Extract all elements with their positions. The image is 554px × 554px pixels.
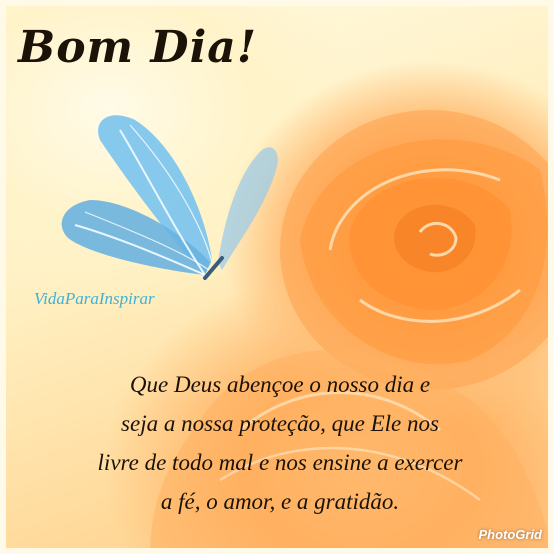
blessing-message <box>40 365 520 521</box>
message-line: seja a nossa proteção, que Ele nos <box>121 411 439 436</box>
message-line: Que Deus abençoe o nosso dia e <box>129 372 431 397</box>
watermark-text: VidaParaInspirar <box>34 289 155 308</box>
message-line: a fé, o amor, e a gratidão. <box>160 489 400 514</box>
photogrid-credit: PhotoGrid <box>478 527 542 542</box>
greeting-title: Bom Dia! <box>18 22 258 73</box>
message-line: livre de todo mal e nos ensine a exercer <box>97 450 463 475</box>
